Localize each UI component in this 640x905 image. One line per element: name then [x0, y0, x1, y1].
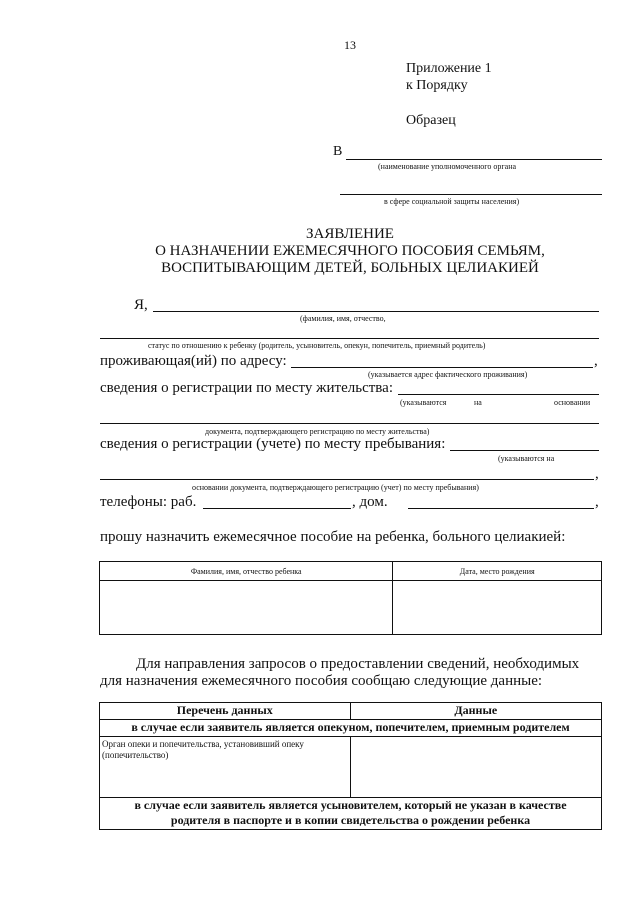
reg-stay-label: сведения о регистрации (учете) по месту пребывания: [100, 436, 446, 452]
reg-stay-doc-line[interactable] [100, 479, 594, 480]
addressee-line-1[interactable] [346, 159, 602, 160]
guardianship-authority-cell[interactable] [350, 737, 601, 798]
address-label: проживающая(ий) по адресу: [100, 353, 287, 369]
section-guardian-row: в случае если заявитель является опекуном, попечителем, приемным родителем [100, 720, 602, 737]
addressee-prefix: В [333, 144, 343, 159]
addressee-hint-2: в сфере социальной защиты населения) [384, 197, 520, 206]
addressee-hint-1: (наименование уполномоченного органа [378, 162, 517, 171]
child-table [99, 561, 602, 635]
reg-hint-c: основании [554, 398, 591, 407]
fio-hint: (фамилия, имя, отчество, [300, 314, 386, 323]
phone-work-line[interactable] [203, 508, 351, 509]
child-table-header-date: Дата, место рождения [393, 562, 602, 581]
phones-label: телефоны: раб. [100, 494, 197, 510]
reg-stay-line[interactable] [450, 450, 599, 451]
order-label: к Порядку [406, 78, 468, 93]
title-line-3: ВОСПИТЫВАЮЩИМ ДЕТЕЙ, БОЛЬНЫХ ЦЕЛИАКИЕЙ [161, 260, 539, 276]
addressee-line-2[interactable] [340, 194, 602, 195]
stay-end: , [595, 466, 599, 482]
phone-home-line[interactable] [408, 508, 594, 509]
applicant-i-label: Я, [134, 297, 148, 313]
child-name-cell[interactable] [100, 581, 393, 635]
title-line-1: ЗАЯВЛЕНИЕ [306, 226, 394, 242]
applicant-fio-line[interactable] [153, 311, 599, 312]
child-table-header-name: Фамилия, имя, отчество ребенка [100, 562, 393, 581]
child-birth-cell[interactable] [393, 581, 602, 635]
reg-residence-doc-line[interactable] [100, 423, 599, 424]
phones-home-label: , дом. [352, 494, 388, 510]
request-text: прошу назначить ежемесячное пособие на ребенка, больного целиакией: [100, 529, 566, 545]
address-hint: (указывается адрес фактического проживания) [368, 370, 528, 379]
reg-residence-line[interactable] [398, 394, 599, 395]
data-table-header-data: Данные [350, 703, 601, 720]
section-adopter-row: в случае если заявитель является усыновителем, который не указан в качестве родителя в паспорте и в копии свидетельства о рождении ребенка [100, 798, 602, 830]
stay-doc-hint: основании документа, подтверждающего регистрацию (учет) по месту пребывания) [192, 483, 479, 492]
phones-end: , [595, 494, 599, 510]
title-line-2: О НАЗНАЧЕНИИ ЕЖЕМЕСЯЧНОГО ПОСОБИЯ СЕМЬЯМ, [155, 243, 545, 259]
page-number: 13 [344, 38, 356, 52]
guardianship-authority-label: Орган опеки и попечительства, установивший опеку (попечительство) [100, 737, 351, 798]
data-table [99, 702, 602, 830]
paragraph-line-2: для назначения ежемесячного пособия сообщаю следующие данные: [100, 673, 543, 689]
address-line[interactable] [291, 367, 593, 368]
status-hint: статус по отношению к ребенку (родитель, усыновитель, опекун, попечитель, приемный родитель) [148, 341, 486, 350]
reg-doc-hint: документа, подтверждающего регистрацию по месту жительства) [205, 427, 430, 436]
applicant-status-line[interactable] [100, 338, 599, 339]
address-end: , [594, 353, 598, 369]
paragraph-line-1: Для направления запросов о предоставлении сведений, необходимых [136, 656, 580, 672]
reg-hint-a: (указываются [400, 398, 447, 407]
stay-hint-a: (указываются на [498, 454, 555, 463]
sample-label: Образец [406, 113, 456, 128]
appendix-label: Приложение 1 [406, 61, 492, 76]
reg-hint-b: на [474, 398, 482, 407]
reg-residence-label: сведения о регистрации по месту жительства: [100, 380, 393, 396]
data-table-header-list: Перечень данных [100, 703, 351, 720]
